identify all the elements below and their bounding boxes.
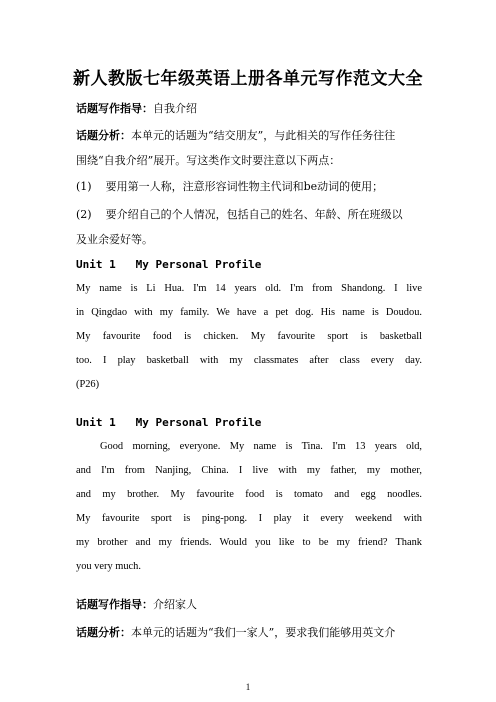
topic-guide-text: 自我介绍 xyxy=(153,102,197,115)
point-1 xyxy=(76,175,422,199)
topic-guide-text: 介绍家人 xyxy=(153,598,197,611)
page-title: 新人教版七年级英语上册各单元写作范文大全 xyxy=(73,69,423,89)
point-2 xyxy=(76,203,422,227)
topic-analysis-line: 本单元的话题为“结交朋友”，与此相关的写作任务往往 xyxy=(131,129,396,142)
essay-heading: Unit 1 My Personal Profile xyxy=(76,258,262,271)
topic-guide-label: 话题写作指导： xyxy=(76,598,153,611)
essay-line: My favourite food is chicken. My favourite sport is basketball xyxy=(76,331,422,342)
essay-line: too. I play basketball with my classmates after class every day. xyxy=(76,355,422,366)
essay-line: my brother and my friends. Would you like to be my friend? Thank xyxy=(76,537,422,548)
point-number: (2) xyxy=(76,208,92,221)
page-number: 1 xyxy=(245,682,251,692)
essay-line: and I'm from Nanjing, China. I live with my father, my mother, xyxy=(76,465,422,476)
topic-analysis-line: 围绕“自我介绍”展开。写这类作文时要注意以下两点： xyxy=(76,154,341,167)
topic-analysis-line: 本单元的话题为“我们一家人”，要求我们能够用英文介 xyxy=(131,626,396,639)
topic-analysis-1-cont xyxy=(76,149,422,173)
essay-line: (P26) xyxy=(76,379,100,390)
essay-line: you very much. xyxy=(76,561,141,572)
topic-analysis-2 xyxy=(76,621,422,645)
topic-analysis-label: 话题分析： xyxy=(76,626,131,639)
topic-guide-1 xyxy=(76,97,422,121)
topic-analysis-label: 话题分析： xyxy=(76,129,131,142)
point-text: 及业余爱好等。 xyxy=(76,233,153,246)
point-number: (1) xyxy=(76,180,92,193)
essay-body-1 xyxy=(76,277,422,397)
essay-body-2 xyxy=(76,435,422,579)
essay-line: and my brother. My favourite food is tomato and egg noodles. xyxy=(76,489,422,500)
essay-line: My favourite sport is ping-pong. I play it every weekend with xyxy=(76,513,422,524)
essay-line: Good morning, everyone. My name is Tina. I'm 13 years old, xyxy=(100,441,422,452)
point-text: 要介绍自己的个人情况，包括自己的姓名、年龄、所在班级以 xyxy=(105,208,403,221)
essay-line: My name is Li Hua. I'm 14 years old. I'm from Shandong. I live xyxy=(76,283,422,294)
topic-analysis-1 xyxy=(76,124,422,148)
topic-guide-label: 话题写作指导： xyxy=(76,102,153,115)
essay-heading: Unit 1 My Personal Profile xyxy=(76,416,262,429)
point-2-cont xyxy=(76,228,422,252)
point-text: 要用第一人称，注意形容词性物主代词和be动词的使用； xyxy=(105,180,384,193)
topic-guide-2 xyxy=(76,593,422,617)
essay-line: in Qingdao with my family. We have a pet dog. His name is Doudou. xyxy=(76,307,422,318)
